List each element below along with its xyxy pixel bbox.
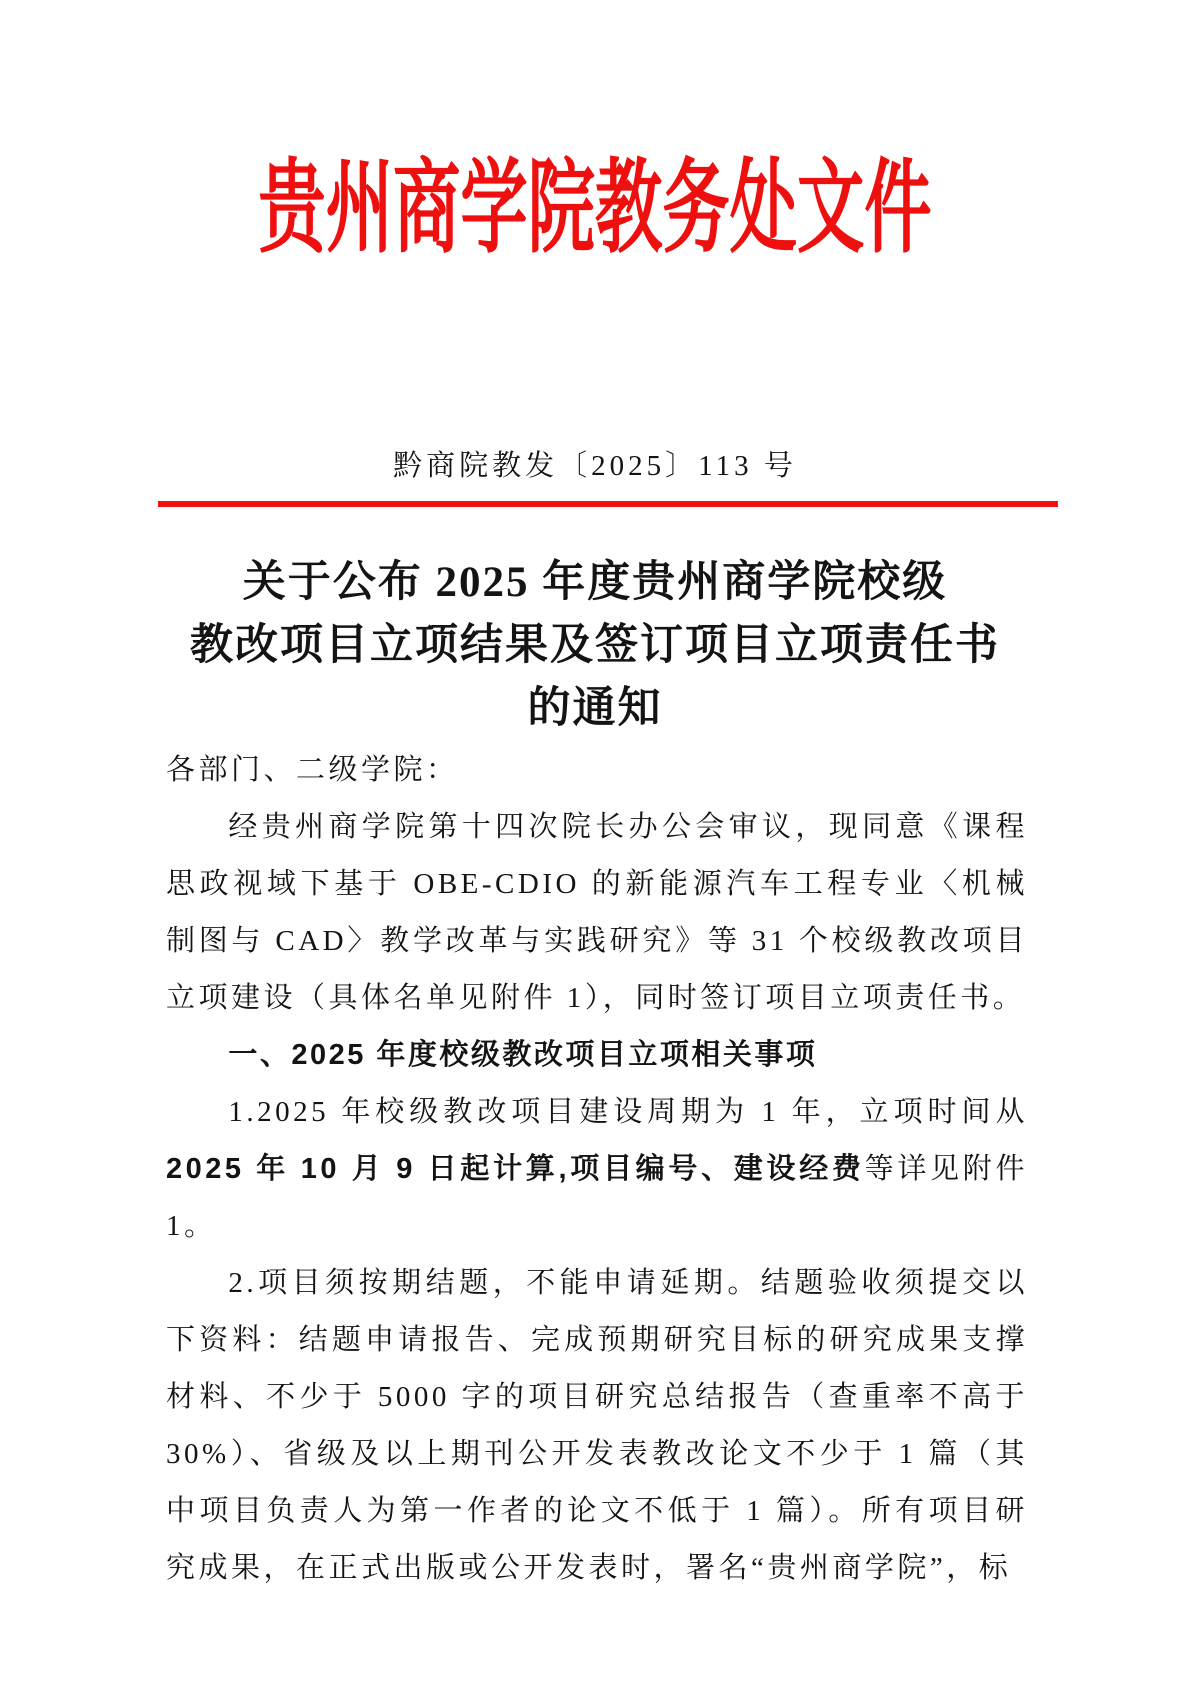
document-title-line-1: 关于公布 2025 年度贵州商学院校级 [242, 559, 948, 606]
paragraph-item-2: 2.项目须按期结题，不能申请延期。结题验收须提交以下资料：结题申请报告、完成预期研究目标的研究成果支撑材料、不少于 5000 字的项目研究总结报告（查重率不高于 30%）、省级及以上期刊公开发表教改论文不少于 1 篇（其中项目负责人为第一作者的论文不低于 1 篇）。所有项目研究成果，在正式出版或公开发表时，署名“贵州商学院”，标 [166, 1267, 1028, 1584]
document-body [166, 742, 1028, 1597]
red-masthead-title: 贵州商学院教务处文件 [258, 153, 932, 266]
paragraph-intro: 经贵州商学院第十四次院长办公会审议，现同意《课程思政视域下基于 OBE-CDIO 的新能源汽车工程专业〈机械制图与 CAD〉教学改革与实践研究》等 31 个校级教改项目立项建设（具体名单见附件 1），同时签订项目立项责任书。 [166, 811, 1028, 1014]
document-number: 黔商院教发〔2025〕113 号 [393, 450, 797, 482]
document-title-line-2: 教改项目立项结果及签订项目立项责任书 [190, 622, 1000, 669]
item-1-text-suffix: 等详见附件 1。 [166, 1153, 1028, 1242]
red-divider-line [158, 501, 1058, 507]
item-1-bold-segment: 2025 年 10 月 9 日起计算,项目编号、建设经费 [166, 1153, 865, 1185]
item-1-text-prefix: 1.2025 年校级教改项目建设周期为 1 年，立项时间从 [228, 1096, 1028, 1128]
document-title [0, 551, 1190, 740]
document-title-line-3: 的通知 [527, 685, 663, 732]
paragraph-item-1 [166, 1084, 1028, 1255]
salutation-line: 各部门、二级学院： [166, 754, 459, 786]
section-heading: 一、2025 年度校级教改项目立项相关事项 [228, 1039, 818, 1071]
